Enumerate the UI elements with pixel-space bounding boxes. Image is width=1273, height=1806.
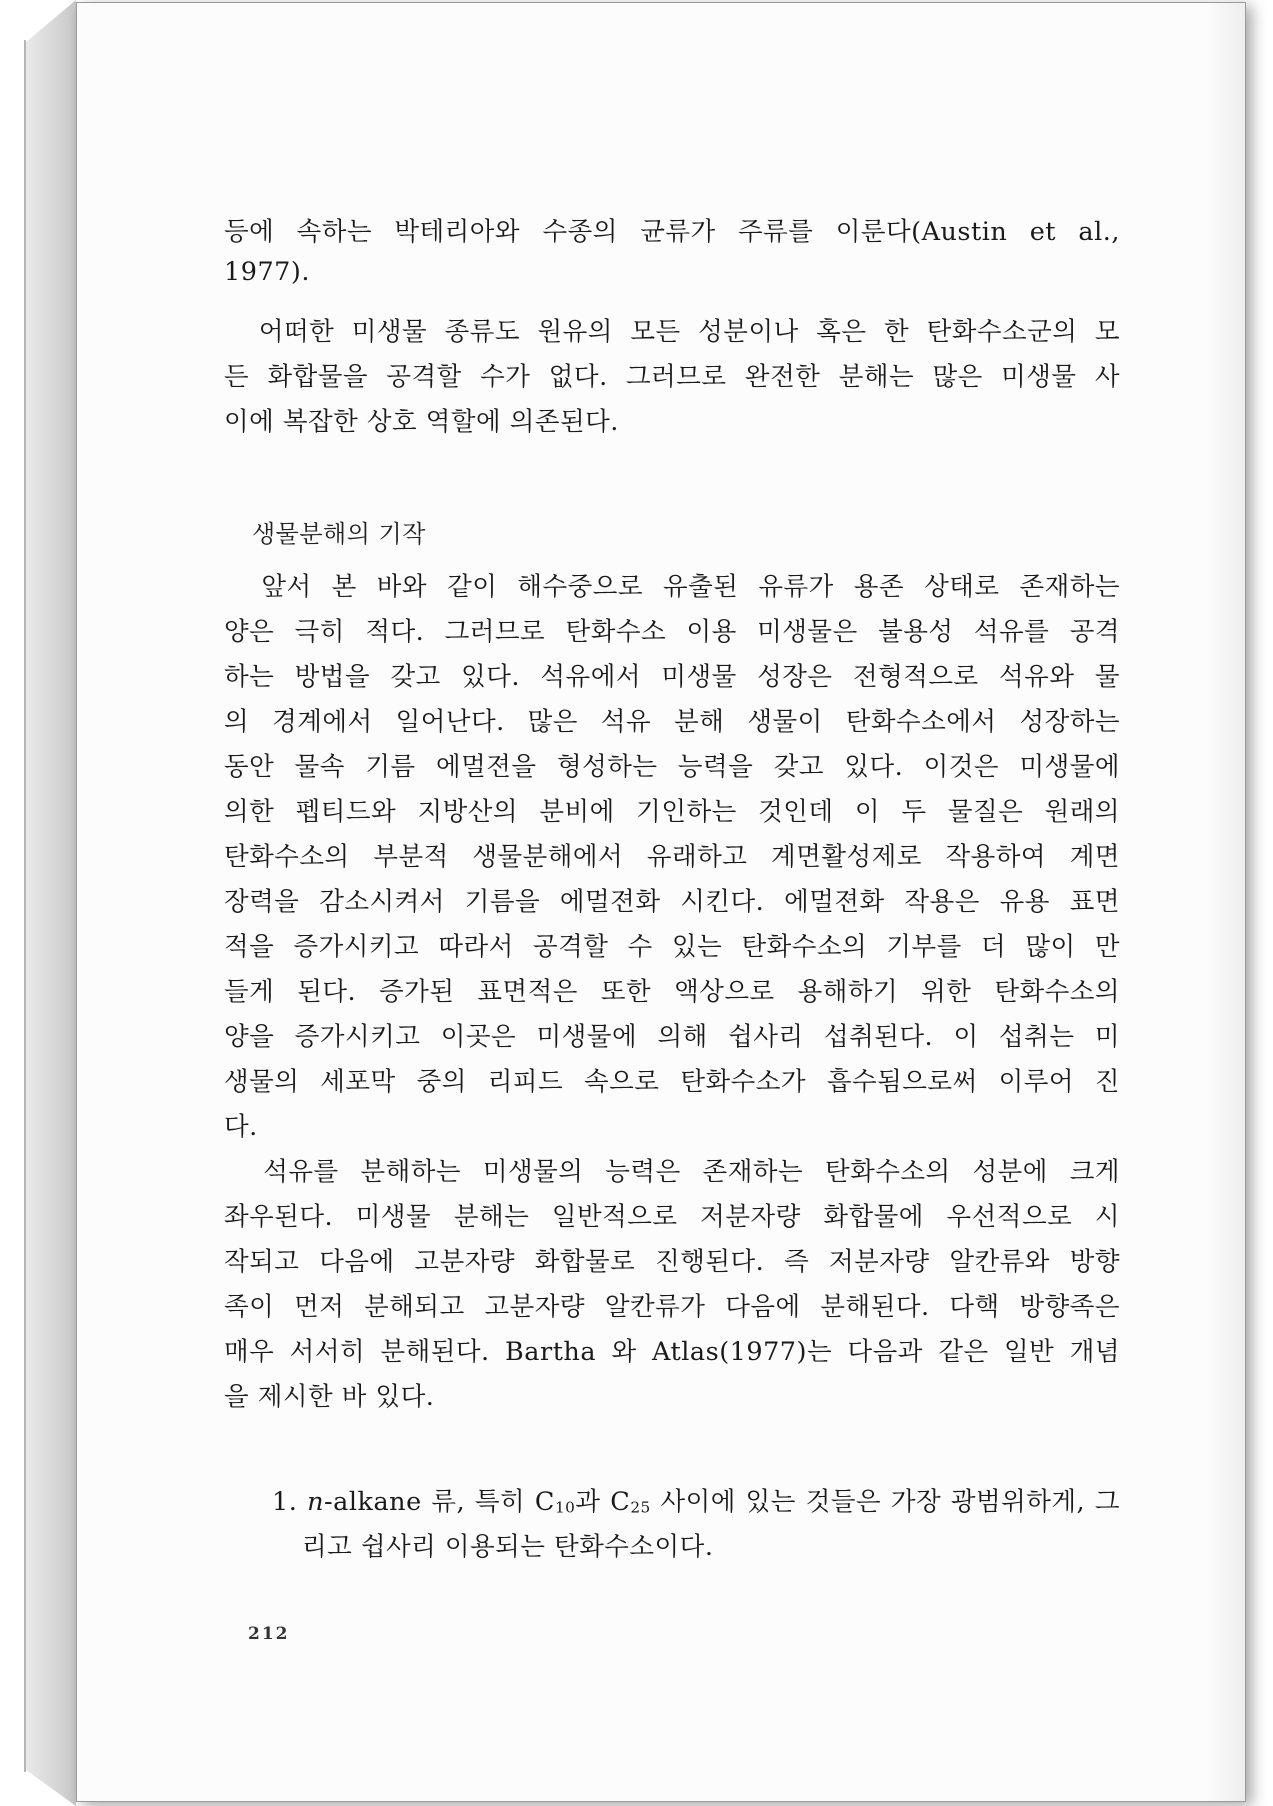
list-text: 과 C [575, 1487, 631, 1517]
text-line: 다. [224, 1112, 258, 1142]
italic-n: n [307, 1487, 325, 1517]
list-number: 1. [272, 1487, 298, 1517]
text-line: 생물의 세포막 중의 리피드 속으로 탄화수소가 흡수됨으로써 이루어 진 [224, 1067, 1120, 1097]
section-heading: 생물분해의 기작 [252, 520, 426, 548]
list-item-line: 리고 쉽사리 이용되는 탄화수소이다. [302, 1532, 714, 1562]
text-line: 어떠한 미생물 종류도 원유의 모든 성분이나 혹은 한 탄화수소군의 모 [224, 317, 1120, 347]
text-line: 을 제시한 바 있다. [224, 1382, 435, 1412]
text-line: 좌우된다. 미생물 분해는 일반적으로 저분자량 화합물에 우선적으로 시 [224, 1202, 1120, 1232]
text-line: 족이 먼저 분해되고 고분자량 알칸류가 다음에 분해된다. 다핵 방향족은 [224, 1292, 1120, 1322]
list-text: 사이에 있는 것들은 가장 광범위하게, 그 [650, 1487, 1121, 1517]
text-line: 들게 된다. 증가된 표면적은 또한 액상으로 용해하기 위한 탄화수소의 [224, 977, 1120, 1007]
text-line: 하는 방법을 갖고 있다. 석유에서 미생물 성장은 전형적으로 석유와 물 [224, 662, 1120, 692]
text-line: 든 화합물을 공격할 수가 없다. 그러므로 완전한 분해는 많은 미생물 사 [224, 362, 1120, 392]
page-shade [1205, 3, 1245, 1801]
subscript: 10 [554, 1498, 576, 1517]
text-line: 의 경계에서 일어난다. 많은 석유 분해 생물이 탄화수소에서 성장하는 [224, 707, 1120, 737]
text-line: 작되고 다음에 고분자량 화합물로 진행된다. 즉 저분자량 알칸류와 방향 [224, 1247, 1120, 1277]
list-item-line [272, 1482, 1120, 1522]
text-line: 1977). [224, 257, 310, 287]
text-line: 탄화수소의 부분적 생물분해에서 유래하고 계면활성제로 작용하여 계면 [224, 842, 1120, 872]
text-line: 매우 서서히 분해된다. Bartha 와 Atlas(1977)는 다음과 같은 일반 개념 [224, 1337, 1120, 1367]
text-line: 이에 복잡한 상호 역할에 의존된다. [224, 407, 619, 437]
text-line: 앞서 본 바와 같이 해수중으로 유출된 유류가 용존 상태로 존재하는 [224, 572, 1120, 602]
text-line: 양을 증가시키고 이곳은 미생물에 의해 쉽사리 섭취된다. 이 섭취는 미 [224, 1022, 1120, 1052]
text-line: 의한 펩티드와 지방산의 분비에 기인하는 것인데 이 두 물질은 원래의 [224, 797, 1120, 827]
subscript: 25 [630, 1498, 651, 1517]
text-line: 동안 물속 기름 에멀젼을 형성하는 능력을 갖고 있다. 이것은 미생물에 [224, 752, 1120, 782]
text-line: 적을 증가시키고 따라서 공격할 수 있는 탄화수소의 기부를 더 많이 만 [224, 932, 1120, 962]
book-spine-edge [24, 40, 26, 1772]
text-line: 등에 속하는 박테리아와 수종의 균류가 주류를 이룬다(Austin et al., [224, 217, 1120, 247]
page-number: 212 [248, 1624, 290, 1644]
list-text: -alkane 류, 특히 C [324, 1487, 555, 1517]
text-line: 석유를 분해하는 미생물의 능력은 존재하는 탄화수소의 성분에 크게 [224, 1157, 1120, 1187]
text-line: 양은 극히 적다. 그러므로 탄화수소 이용 미생물은 불용성 석유를 공격 [224, 617, 1120, 647]
text-line: 장력을 감소시켜서 기름을 에멀젼화 시킨다. 에멀젼화 작용은 유용 표면 [224, 887, 1120, 917]
book-spine [26, 0, 76, 1806]
